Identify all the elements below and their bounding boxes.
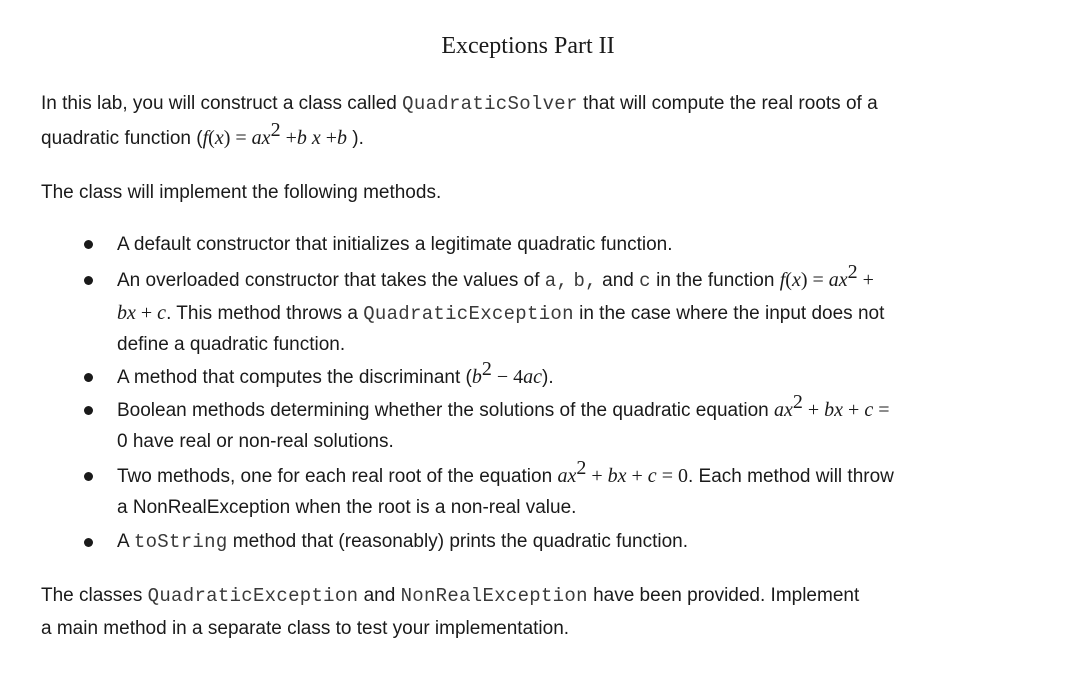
function-expression: f — [779, 269, 786, 291]
formula-part: c — [647, 465, 657, 487]
intro-text: quadratic function ( — [41, 128, 203, 149]
list-item-tostring — [117, 526, 1037, 558]
item-text: in the function — [650, 270, 780, 291]
list-item-roots-line-2: a NonRealException when the root is a non-real value. — [117, 497, 577, 518]
formula-part: ax — [251, 127, 271, 149]
formula-exponent: 2 — [792, 391, 803, 413]
code-c: c — [639, 270, 651, 292]
closing-line-1 — [41, 579, 1031, 613]
formula-part: c — [157, 302, 167, 324]
page-title: Exceptions Part II — [441, 33, 615, 59]
closing-text: have been provided. Implement — [587, 585, 860, 606]
list-item-default-constructor: A default constructor that initializes a legitimate quadratic function. — [117, 234, 673, 255]
formula-part: ( — [208, 127, 215, 149]
formula-part: ax — [828, 269, 848, 291]
quadratic-exception-code: QuadraticException — [363, 303, 574, 325]
formula-part: + — [802, 399, 825, 421]
bullet-dot — [84, 472, 93, 481]
class-name-code: QuadraticSolver — [402, 93, 578, 115]
item-text: . Each method will throw — [687, 466, 894, 487]
item-text: A method that computes the discriminant ( — [117, 367, 472, 388]
item-text: in the case where the input does not — [573, 303, 885, 324]
formula-part: = — [873, 399, 890, 421]
formula-part: + — [280, 127, 297, 149]
quadratic-formula: f — [202, 127, 209, 149]
formula-part: + — [135, 302, 158, 324]
formula-part: = 0 — [656, 465, 688, 487]
list-item-overloaded-line-1 — [117, 261, 1037, 297]
intro-text: that will compute the real roots of a — [577, 93, 878, 114]
list-item-overloaded-line-3: define a quadratic function. — [117, 334, 346, 355]
closing-text: and — [358, 585, 401, 606]
item-text: Boolean methods determining whether the solutions of the quadratic equation — [117, 400, 774, 421]
closing-text: The classes — [41, 585, 148, 606]
formula-part: x — [791, 269, 801, 291]
discriminant-expression: b — [471, 366, 482, 388]
formula-part: + — [626, 465, 648, 487]
formula-part: + — [843, 399, 865, 421]
equation-expression: ax — [557, 465, 577, 487]
formula-part: b — [337, 127, 348, 149]
item-text: and — [596, 270, 640, 291]
formula-exponent: 2 — [847, 261, 858, 283]
item-text: A — [117, 531, 134, 552]
intro-line-2 — [41, 121, 1031, 156]
formula-part: + — [586, 465, 608, 487]
formula-part: bx — [117, 302, 136, 324]
methods-intro: The class will implement the following methods. — [41, 182, 442, 203]
formula-part: ) = — [223, 127, 252, 149]
formula-part: b x — [296, 127, 326, 149]
bullet-dot — [84, 538, 93, 547]
list-item-roots-line-1 — [117, 457, 1037, 493]
code-b: b, — [573, 270, 597, 292]
bullet-dot — [84, 406, 93, 415]
formula-part: + — [325, 127, 338, 149]
intro-text: In this lab, you will construct a class called — [41, 93, 403, 114]
equation-expression: ax — [773, 399, 793, 421]
list-item-discriminant — [117, 358, 1037, 394]
nonreal-exception-code: NonRealException — [400, 585, 588, 607]
item-text: have real or non-real solutions. — [127, 431, 394, 452]
formula-part: + — [857, 269, 874, 291]
list-item-boolean-line-2 — [117, 426, 1037, 458]
bullet-dot — [84, 373, 93, 382]
item-text: ). — [542, 367, 554, 388]
item-text: An overloaded constructor that takes the values of — [117, 270, 545, 291]
quadratic-exception-code: QuadraticException — [147, 585, 359, 607]
formula-exponent: 2 — [576, 457, 587, 479]
bullet-dot — [84, 276, 93, 285]
intro-text: ). — [347, 128, 364, 149]
code-a: a, — [544, 270, 569, 292]
list-item-boolean-line-1 — [117, 391, 1037, 427]
formula-part: bx — [607, 465, 627, 487]
item-text: method that (reasonably) prints the quadratic function. — [227, 531, 689, 552]
item-text: Two methods, one for each real root of the equation — [117, 466, 558, 487]
item-text: . This method throws a — [166, 303, 364, 324]
formula-exponent: 2 — [270, 119, 281, 141]
formula-part: ) = — [800, 269, 829, 291]
list-item-overloaded-line-2 — [117, 297, 1037, 330]
formula-part: ( — [785, 269, 792, 291]
formula-part: ac — [523, 366, 543, 388]
formula-part: x — [214, 127, 224, 149]
formula-exponent: 2 — [481, 358, 492, 380]
intro-line-1 — [41, 87, 1031, 121]
tostring-code: toString — [133, 531, 228, 553]
formula-part: bx — [824, 399, 844, 421]
formula-part: c — [864, 399, 874, 421]
bullet-dot — [84, 240, 93, 249]
item-text: 0 — [117, 431, 128, 452]
formula-part: − 4 — [491, 366, 524, 388]
closing-line-2: a main method in a separate class to test your implementation. — [41, 618, 570, 639]
